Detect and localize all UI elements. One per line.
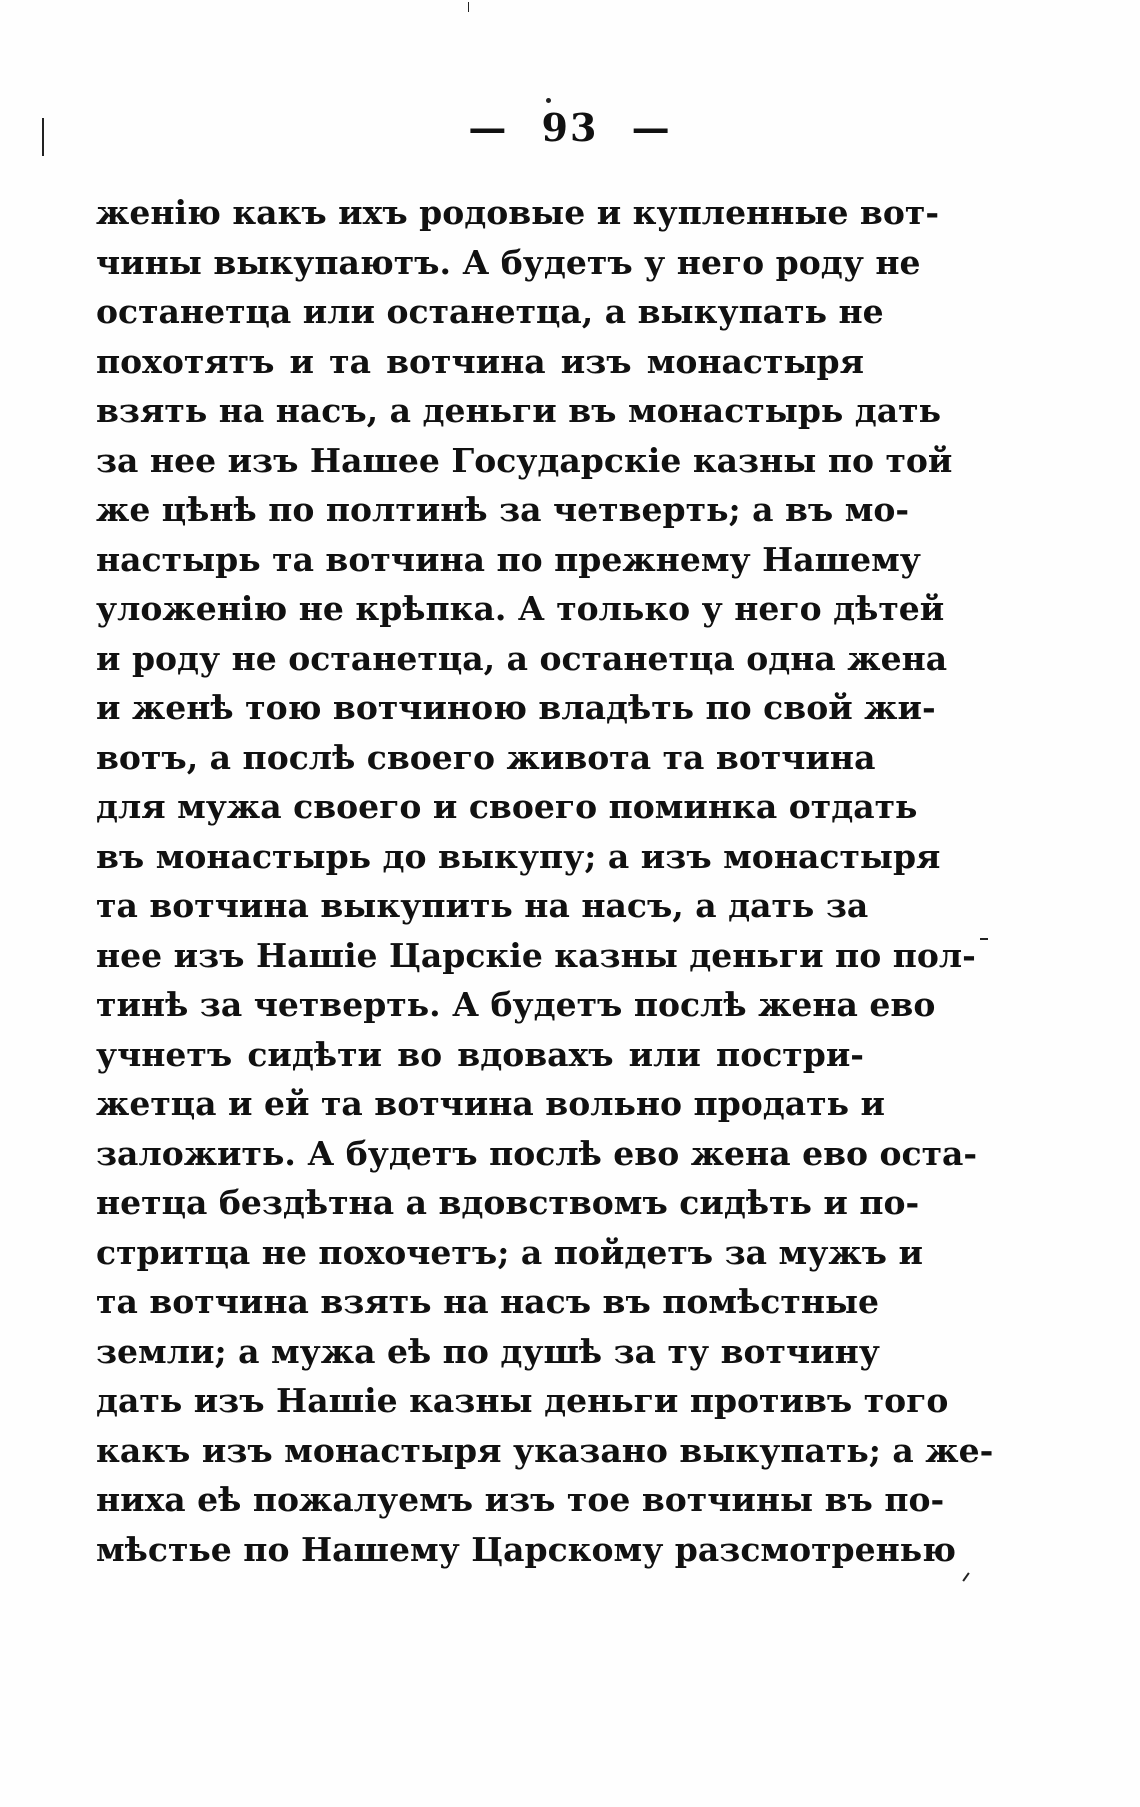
text-line: та вотчина взять на насъ въ помѣстные [96,1282,880,1321]
scan-speck [980,938,988,940]
text-line: стритца не похочетъ; а пойдетъ за мужъ и [96,1232,923,1272]
scan-speck [42,118,44,156]
text-line: нетца бездѣтна а вдовствомъ сидѣть и по- [96,1183,920,1222]
text-line: же цѣнѣ по полтинѣ за четверть; а въ мо- [96,490,910,529]
text-line: за нее изъ Нашее Государскіе казны по той [96,440,953,480]
text-line: земли; а мужа еѣ по душѣ за ту вотчину [96,1331,880,1371]
scan-speck [468,2,469,12]
text-line: для мужа своего и своего поминка отдать [96,787,918,826]
page-header [0,105,1140,150]
text-line: взять на насъ, а деньги въ монастырь дать [96,391,941,430]
text-line: жетца и ей та вотчина вольно продать и [96,1084,885,1123]
scan-speck [962,1572,969,1581]
text-line: чины выкупаютъ. А будетъ у него роду не [96,242,921,282]
text-line: дать изъ Нашіе казны деньги противъ того [96,1381,949,1420]
text-line: тинѣ за четверть. А будетъ послѣ жена ево [96,985,936,1024]
text-line: уложенію не крѣпка. А только у него дѣтей [96,589,945,628]
text-line: мѣстье по Нашему Царскому разсмотренью [96,1529,956,1569]
text-line: какъ изъ монастыря указано выкупать; а же- [96,1430,994,1470]
text-line: и женѣ тою вотчиною владѣть по свой жи- [96,688,936,727]
text-line: та вотчина выкупить на насъ, а дать за [96,886,869,925]
text-line: учнетъ сидѣти во вдовахъ или постри- [96,1034,864,1074]
header-dash-left: — [468,105,509,150]
text-line: въ монастырь до выкупу; а изъ монастыря [96,836,941,876]
text-line: вотъ, а послѣ своего живота та вотчина [96,737,876,777]
text-line: и роду не останетца, а останетца одна жена [96,638,948,678]
text-line: останетца или останетца, а выкупать не [96,292,884,331]
text-line: нее изъ Нашіе Царскіе казны деньги по пол- [96,935,976,975]
scan-speck [546,98,551,103]
body-text [96,188,994,1574]
header-dash-right: — [631,105,672,150]
text-line: ниха еѣ пожалуемъ изъ тое вотчины въ по- [96,1480,945,1519]
page-number: 93 [541,105,599,150]
text-line: женію какъ ихъ родовые и купленные вот- [96,193,940,232]
text-line: настырь та вотчина по прежнему Нашему [96,539,921,579]
text-line: заложить. А будетъ послѣ ево жена ево оста- [96,1133,978,1173]
text-line: похотятъ и та вотчина изъ монастыря [96,341,864,381]
